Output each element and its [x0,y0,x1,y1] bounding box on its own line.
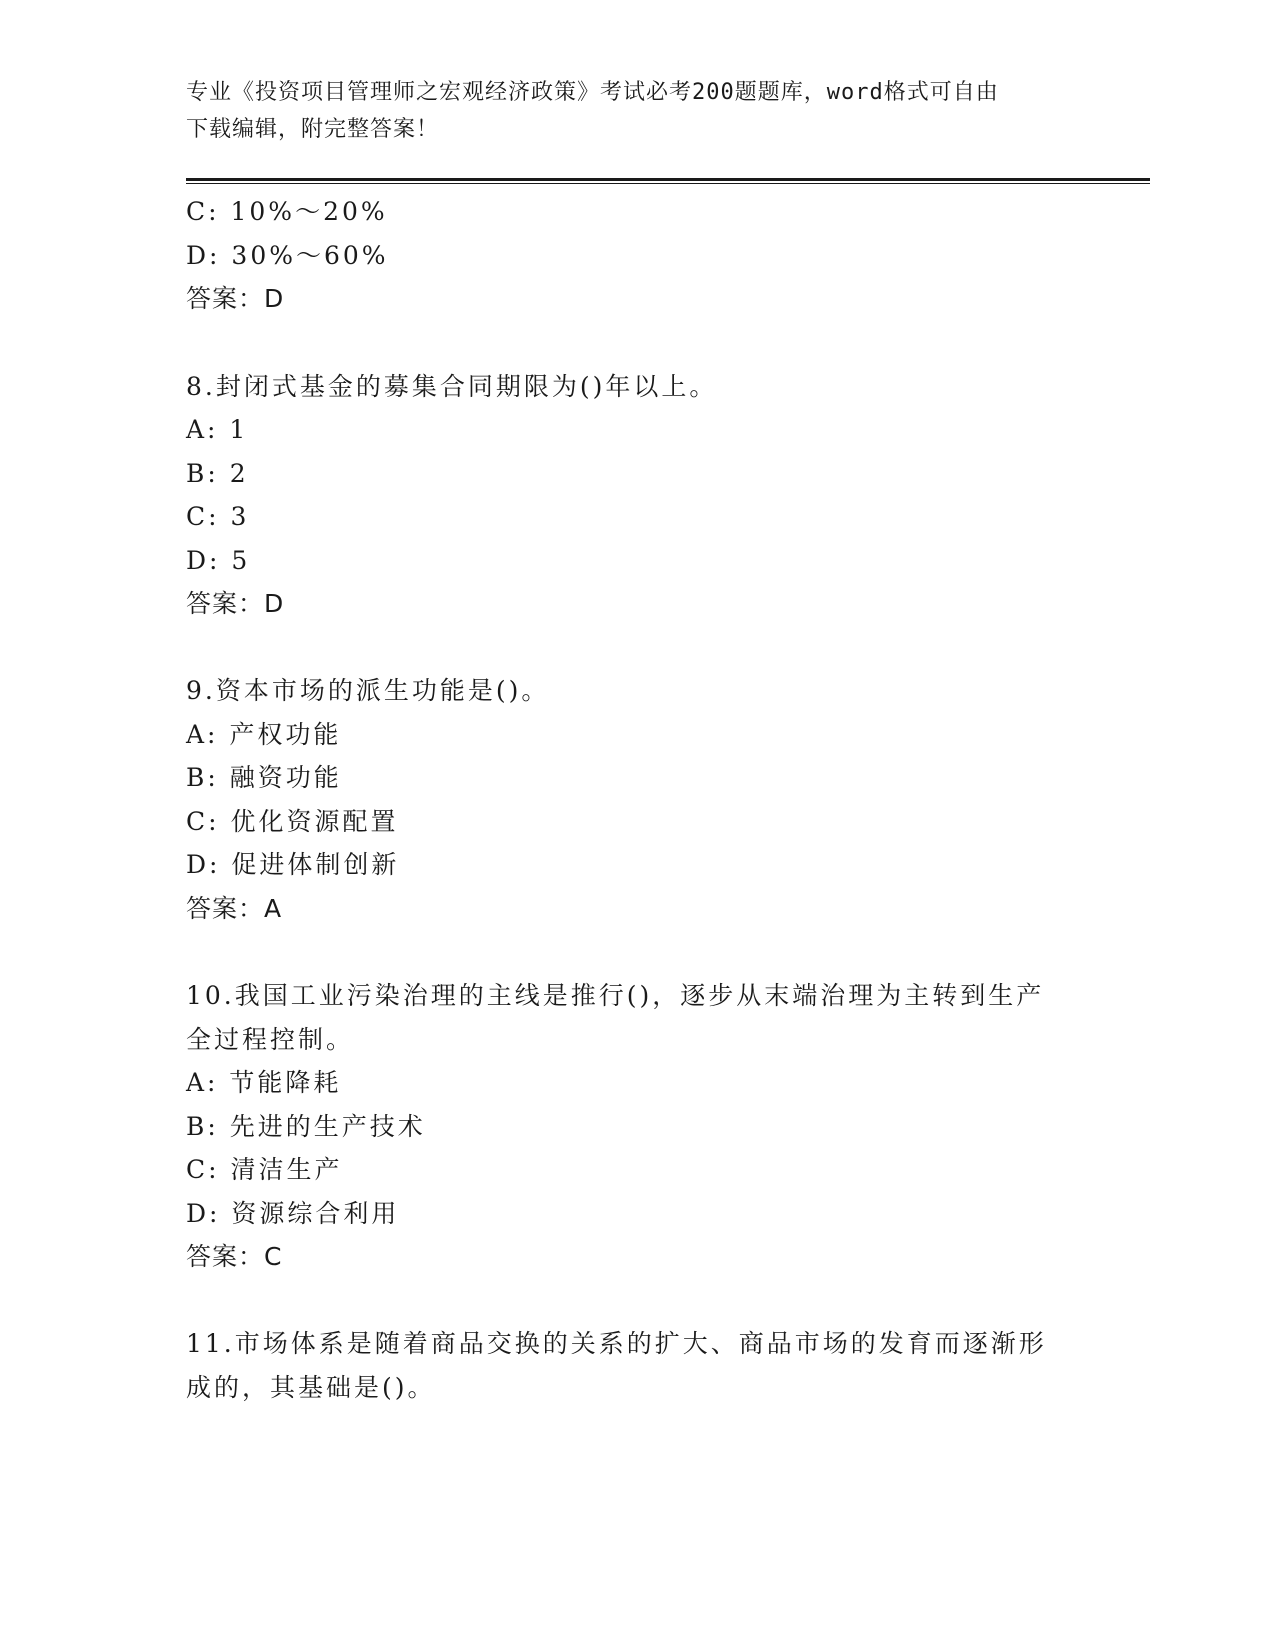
option-d: D: 5 [186,546,251,575]
question-stem-continued: 成的，其基础是()。 [186,1373,436,1402]
question-stem: 10.我国工业污染治理的主线是推行()，逐步从末端治理为主转到生产 [186,981,1045,1010]
option-a: A: 1 [186,415,249,444]
answer-line: 答案：D [186,284,285,313]
header-divider-thick [186,178,1150,181]
option-d: D: 30%～60% [186,241,389,270]
option-d: D: 资源综合利用 [186,1199,400,1228]
question-stem: 8.封闭式基金的募集合同期限为()年以上。 [186,372,718,401]
document-header [186,74,1076,148]
option-a: A: 产权功能 [186,720,342,749]
question-stem: 9.资本市场的派生功能是()。 [186,676,550,705]
question-stem-continued: 全过程控制。 [186,1025,355,1054]
header-line-1: 专业《投资项目管理师之宏观经济政策》考试必考200题题库，word格式可自由 [186,80,999,105]
option-a: A: 节能降耗 [186,1068,342,1097]
option-b: B: 融资功能 [186,763,342,792]
option-c: C: 清洁生产 [186,1155,343,1184]
question-stem: 11.市场体系是随着商品交换的关系的扩大、商品市场的发育而逐渐形 [186,1329,1047,1358]
answer-line: 答案：A [186,894,283,923]
option-d: D: 促进体制创新 [186,850,400,879]
header-line-2: 下载编辑，附完整答案！ [186,117,440,142]
answer-line: 答案：C [186,1242,283,1271]
option-b: B: 2 [186,459,249,488]
answer-line: 答案：D [186,589,285,618]
option-c: C: 3 [186,502,250,531]
option-c: C: 10%～20% [186,197,388,226]
header-divider-thin [186,183,1150,184]
option-c: C: 优化资源配置 [186,807,399,836]
option-b: B: 先进的生产技术 [186,1112,426,1141]
